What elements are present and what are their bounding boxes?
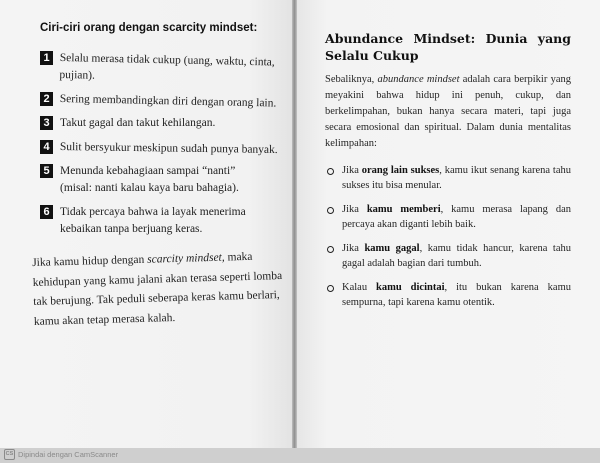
- circle-bullet-icon: [327, 207, 334, 214]
- section-title: Abundance Mindset: Dunia yang Selalu Cukup: [325, 31, 571, 63]
- closing-paragraph: [32, 247, 292, 332]
- list-item: [40, 139, 285, 156]
- circle-bullet-icon: [327, 168, 334, 175]
- number-badge: 3: [40, 116, 53, 130]
- list-item-text: Sulit bersyukur meskipun sudah punya banyak.: [59, 140, 278, 157]
- list-item-text: [342, 242, 571, 271]
- list-item-text: [342, 203, 571, 232]
- list-item-text: Tidak percaya bahwa ia layak menerima kebaikan tanpa berjuang keras.: [60, 206, 246, 235]
- scan-footer: [0, 448, 600, 463]
- paragraph-text: Jika kamu hidup dengan: [32, 253, 148, 269]
- text-fragment: , kamu tidak hancur, karena tahu gagal adalah bagian dari tumbuh.: [342, 243, 571, 269]
- list-item-text: Sering membandingkan diri dengan orang lain.: [59, 92, 277, 110]
- list-item: [325, 164, 571, 193]
- paragraph-emphasis: scarcity mindset,: [147, 251, 225, 266]
- camscanner-watermark: [4, 449, 118, 460]
- number-badge: 6: [40, 205, 53, 219]
- bold-fragment: orang lain sukses: [361, 165, 440, 176]
- number-badge: 2: [40, 92, 53, 106]
- number-badge: 1: [40, 51, 53, 65]
- text-fragment: , kamu merasa lapang dan percaya akan diganti lebih baik.: [342, 204, 571, 230]
- list-item-text-line: (misal: nanti kalau kaya baru bahagia).: [60, 182, 239, 194]
- scarcity-traits-list: [40, 50, 285, 238]
- bold-fragment: kamu dicintai: [376, 282, 445, 293]
- right-page: [297, 0, 600, 448]
- abundance-list: [325, 164, 571, 310]
- list-item: [40, 204, 285, 238]
- paragraph-emphasis: abundance mindset: [377, 74, 460, 85]
- list-item-text-line: Menunda kebahagiaan sampai “nanti”: [60, 165, 236, 177]
- intro-paragraph: [325, 72, 571, 152]
- text-fragment: Jika: [342, 243, 365, 254]
- list-item: [40, 163, 285, 197]
- paragraph-text: adalah cara berpikir yang meyakini bahwa hidup ini penuh, cukup, dan berkelimpahan, bukan hanya secara materi, tapi juga secara emosional dan spiritual. Dalam dunia mentalitas kelimpahan:: [325, 74, 571, 149]
- list-item-text: Selalu merasa tidak cukup (uang, waktu, cinta, pujian).: [59, 51, 275, 82]
- list-item: [325, 203, 571, 232]
- list-item: [40, 50, 285, 84]
- camscanner-logo-icon: CS: [4, 449, 15, 460]
- list-item: [40, 91, 285, 108]
- circle-bullet-icon: [327, 246, 334, 253]
- list-item-text: [342, 164, 571, 193]
- list-item-text: Takut gagal dan takut kehilangan.: [60, 117, 216, 129]
- text-fragment: , itu bukan karena kamu sempurna, tapi karena kamu otentik.: [342, 282, 571, 308]
- number-badge: 5: [40, 164, 53, 178]
- bold-fragment: kamu gagal: [364, 243, 420, 254]
- right-page-content: [325, 30, 571, 320]
- text-fragment: Jika: [342, 204, 367, 215]
- list-item: [325, 281, 571, 310]
- paragraph-text: maka kehidupan yang kamu jalani akan terasa seperti lomba tak berujung. Tak peduli seberapa keras kamu berlari, kamu akan tetap merasa kalah.: [32, 250, 283, 328]
- watermark-text: Dipindai dengan CamScanner: [18, 450, 119, 459]
- list-item: [325, 242, 571, 271]
- text-fragment: , kamu ikut senang karena tahu sukses itu bisa menular.: [342, 165, 571, 191]
- left-page-content: [32, 22, 285, 344]
- section-heading: Ciri-ciri orang dengan scarcity mindset:: [40, 22, 258, 34]
- text-fragment: Jika: [342, 165, 362, 176]
- bold-fragment: kamu memberi: [366, 204, 441, 215]
- circle-bullet-icon: [327, 285, 334, 292]
- left-page: [0, 0, 292, 448]
- text-fragment: Kalau: [342, 282, 377, 293]
- list-item: [40, 115, 285, 132]
- list-item-text: [342, 281, 571, 310]
- paragraph-text: Sebaliknya,: [325, 74, 378, 85]
- number-badge: 4: [40, 140, 53, 154]
- list-item-text: [60, 163, 239, 197]
